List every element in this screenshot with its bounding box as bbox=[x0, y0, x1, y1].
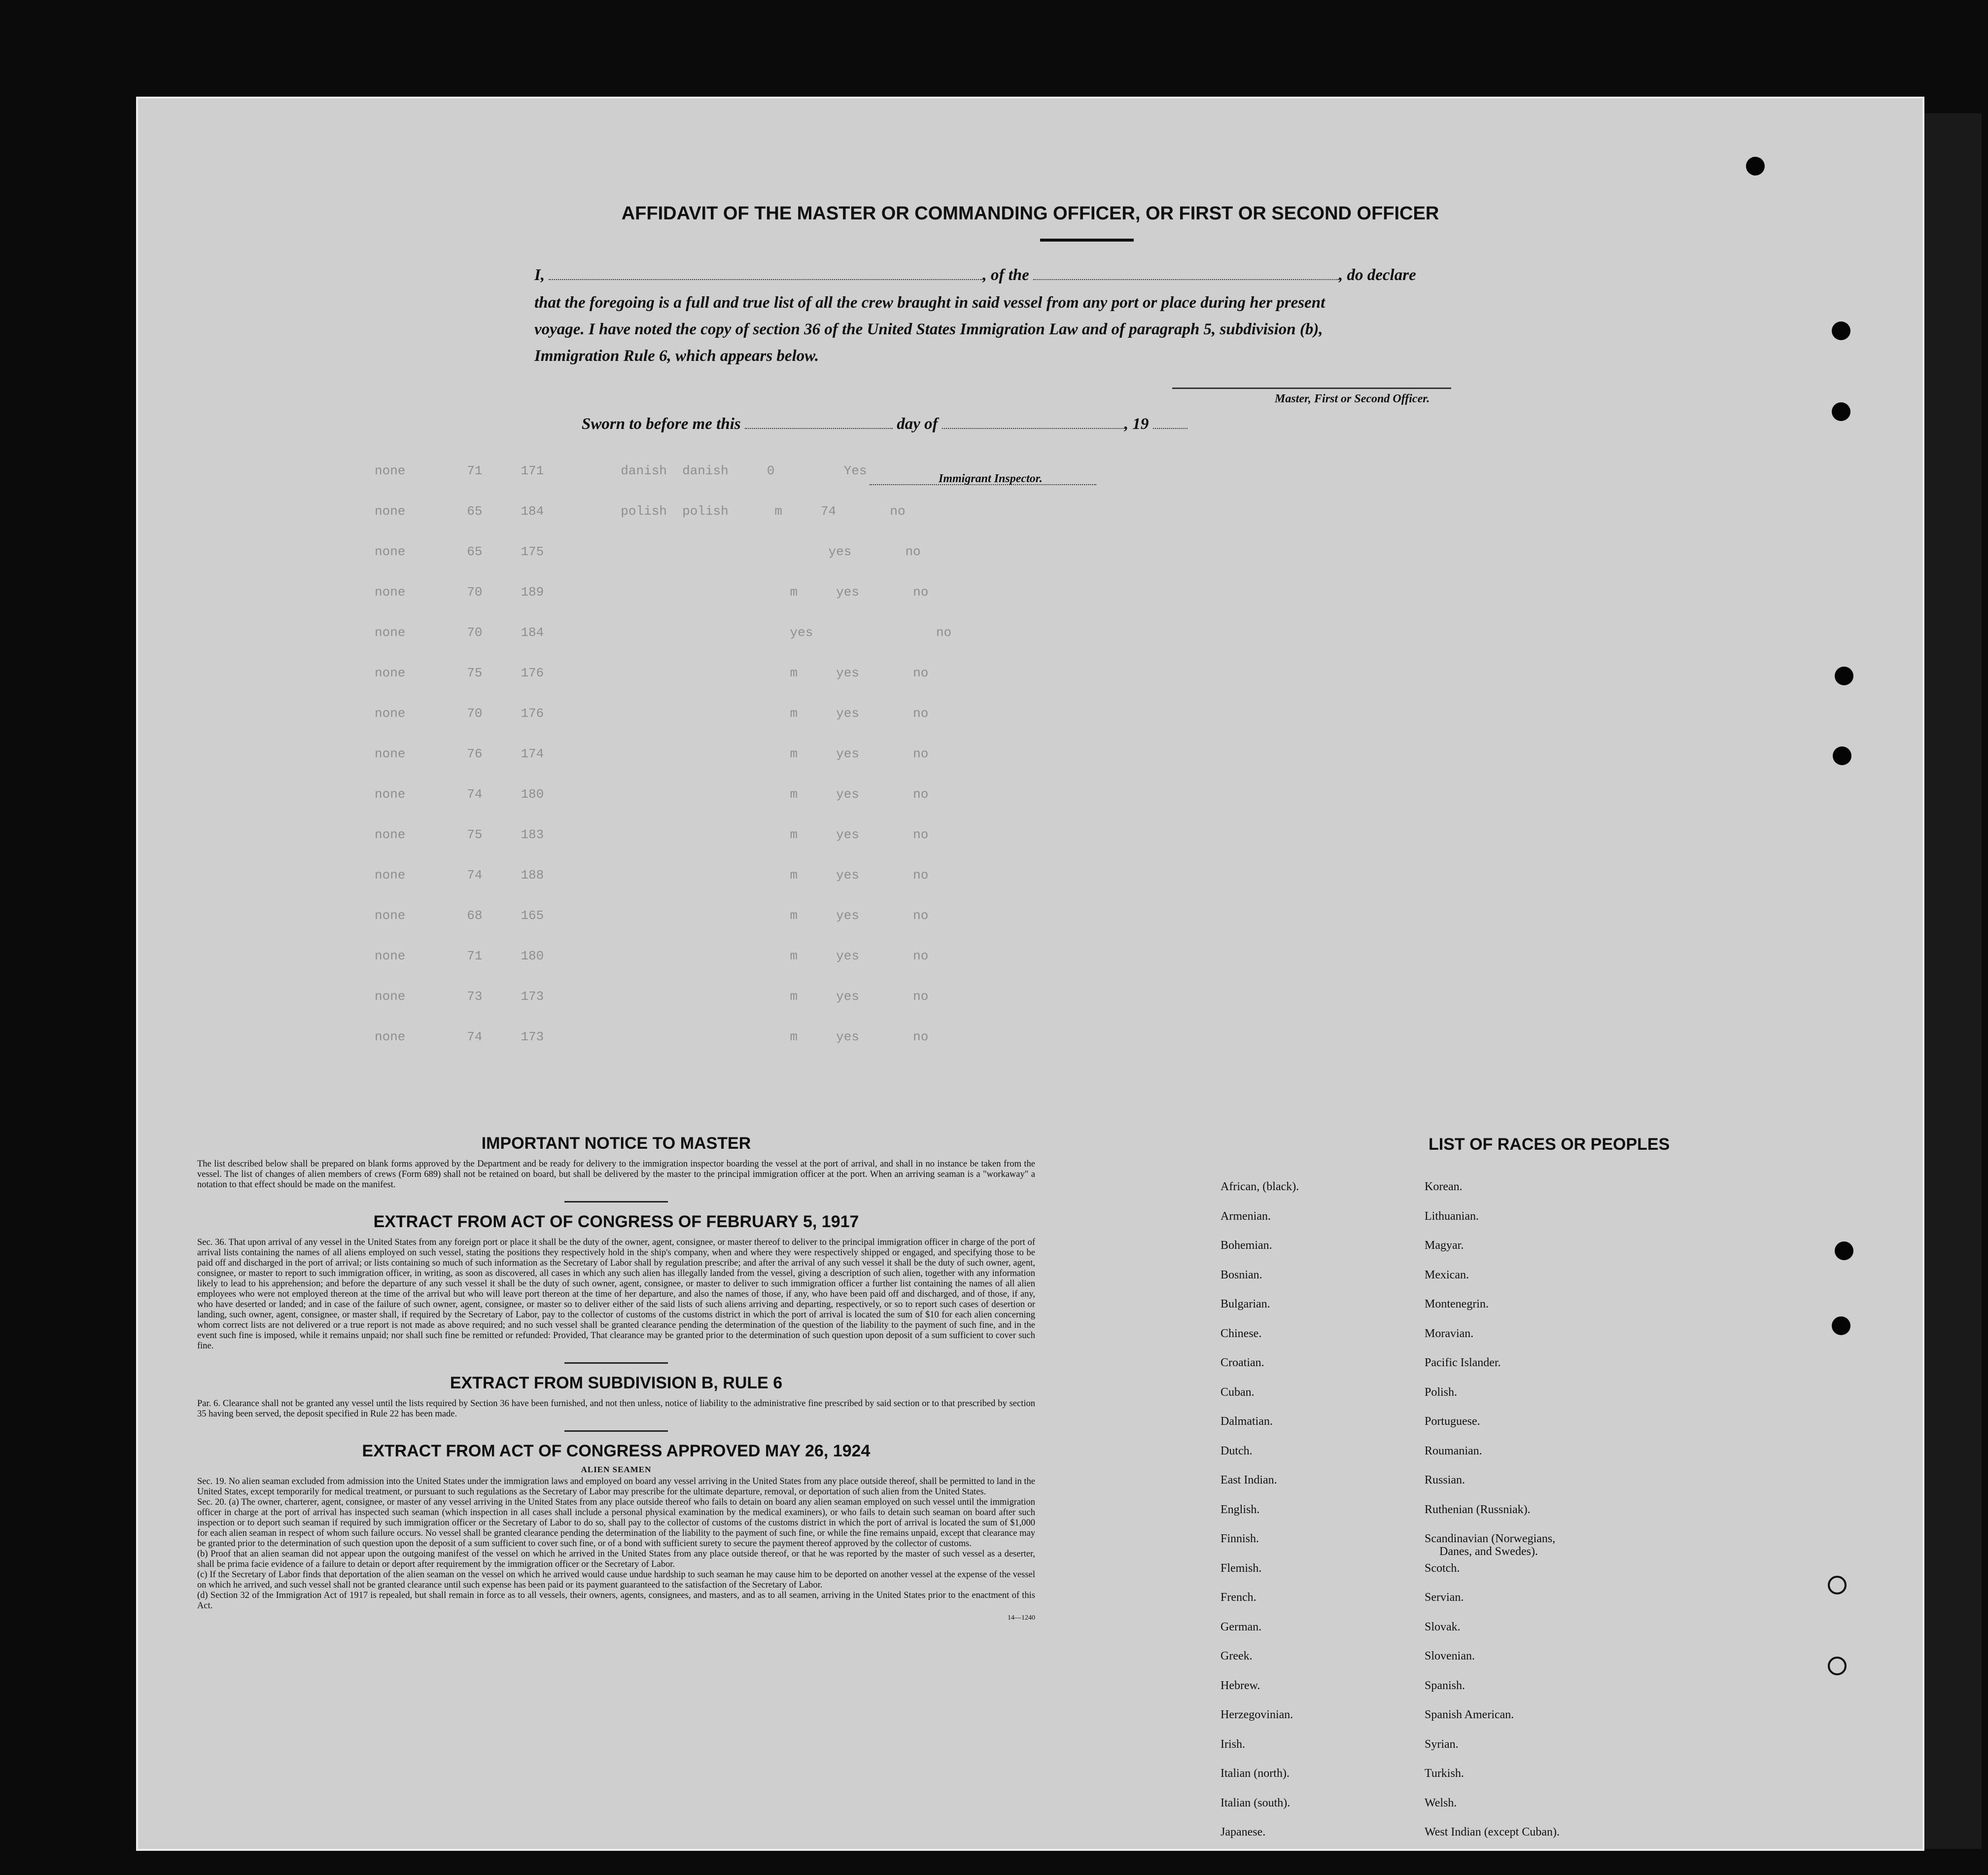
bleed-through-row: none 70 176 m yes no bbox=[375, 706, 929, 721]
sworn-day-of: day of bbox=[897, 415, 938, 433]
section-divider bbox=[564, 1362, 668, 1364]
race-item: Lithuanian. bbox=[1425, 1209, 1479, 1223]
vessel-blank[interactable] bbox=[1033, 266, 1339, 280]
race-item: Scotch. bbox=[1425, 1561, 1460, 1575]
affidavit-text-line: that the foregoing is a full and true list of all the crew braught in said vessel from any port or place during her present bbox=[534, 294, 1325, 312]
race-item: Dutch. bbox=[1221, 1444, 1253, 1457]
extract-1924-heading: EXTRACT FROM ACT OF CONGRESS APPROVED MAY 26, 1924 bbox=[362, 1442, 871, 1460]
sworn-month-blank[interactable] bbox=[942, 415, 1124, 429]
punch-hole bbox=[1833, 746, 1851, 765]
punch-hole bbox=[1832, 402, 1850, 421]
declaration-of: , of the bbox=[982, 266, 1029, 284]
bleed-through-row: none 70 184 yes no bbox=[375, 625, 952, 640]
race-item: Ruthenian (Russniak). bbox=[1425, 1503, 1531, 1516]
page-edge-shadow bbox=[1922, 113, 1982, 1849]
race-item: Italian (north). bbox=[1221, 1767, 1290, 1780]
bleed-through-row: none 65 175 yes no bbox=[375, 544, 921, 559]
extract-1924-sec20d: (d) Section 32 of the Immigration Act of 1917 is repealed, but shall remain in force as to all vessels, their owners, agents, consignees, and masters, and as to all seamen, arriving in the United States prior to the enactment of this Act. bbox=[197, 1591, 1035, 1611]
sworn-text: Sworn to before me this bbox=[582, 415, 741, 433]
race-item: East Indian. bbox=[1221, 1474, 1277, 1486]
race-item: Portuguese. bbox=[1425, 1415, 1480, 1428]
bleed-through-row: none 71 180 m yes no bbox=[375, 949, 929, 963]
notice-heading: IMPORTANT NOTICE TO MASTER bbox=[481, 1134, 751, 1153]
bleed-through-row: none 65 184 polish polish m 74 no bbox=[375, 504, 906, 519]
race-item: English. bbox=[1221, 1503, 1260, 1516]
race-item: French. bbox=[1221, 1591, 1256, 1604]
extract-1924-sec20c: (c) If the Secretary of Labor finds that deportation of the alien seaman on the vessel on which he arrived would cause undue hardship to such seaman he may cause him to be deported on another vessel at the expense of the vessel on which he arrived, and such vessel shall not be granted clearance until such expense has been paid or its payment guaranteed to the satisfaction of the Secretary of Labor. bbox=[197, 1570, 1035, 1590]
race-item: Turkish. bbox=[1425, 1767, 1464, 1780]
race-item: Croatian. bbox=[1221, 1356, 1264, 1369]
alien-seamen-subheading: ALIEN SEAMEN bbox=[581, 1465, 652, 1474]
punch-hole bbox=[1835, 1241, 1853, 1260]
race-item: Korean. bbox=[1425, 1180, 1463, 1193]
notice-body: The list described below shall be prepared on blank forms approved by the Department and be ready for delivery to the immigration inspector boarding the vessel at the port of arrival, and shall in no instance be taken from the vessel. The list of changes of alien members of crews (Form 689) shall not be retained on board, but shall be delivered by the master to the principal immigration officer at the port. When an arriving seaman is a "workaway" a notation to that effect should be made on the manifest. bbox=[197, 1159, 1035, 1190]
race-item: Mexican. bbox=[1425, 1268, 1469, 1281]
punch-hole bbox=[1832, 321, 1850, 340]
race-item: African, (black). bbox=[1221, 1180, 1299, 1193]
extract-1924-sec20b: (b) Proof that an alien seaman did not appear upon the outgoing manifest of the vessel on which he arrived in the United States from any place outside thereof, or that he was reported by the master of such vessel as a deserter, shall be prima facie evidence of a failure to detain or deport after requirement by the immigration officer or the Secretary of Labor. bbox=[197, 1549, 1035, 1569]
sworn-year: , 19 bbox=[1124, 415, 1149, 433]
race-item: Herzegovinian. bbox=[1221, 1708, 1293, 1721]
race-item: Spanish. bbox=[1425, 1679, 1465, 1692]
extract-1924-sec19: Sec. 19. No alien seaman excluded from admission into the United States under the immigration laws and employed on board any vessel arriving in the United States from any place outside thereof, shall be permitted to land in the United States, except temporarily for medical treatment, or pursuant to such regulations as the Secretary of Labor may prescribe for the ultimate departure, removal, or deportation of such alien from the United States. bbox=[197, 1477, 1035, 1497]
sworn-day-blank[interactable] bbox=[745, 415, 893, 429]
section-divider bbox=[564, 1430, 668, 1432]
punch-hole bbox=[1828, 1576, 1847, 1594]
bleed-through-row: none 73 173 m yes no bbox=[375, 989, 929, 1004]
bleed-through-row: none 68 165 m yes no bbox=[375, 908, 929, 923]
punch-hole bbox=[1832, 1316, 1850, 1335]
race-item: Magyar. bbox=[1425, 1239, 1464, 1252]
race-item: Greek. bbox=[1221, 1650, 1253, 1663]
race-item: Moravian. bbox=[1425, 1327, 1474, 1340]
race-item: Bohemian. bbox=[1221, 1239, 1272, 1252]
affidavit-text-line: voyage. I have noted the copy of section 36 of the United States Immigration Law and of paragraph 5, subdivision (b), bbox=[534, 320, 1323, 338]
affidavit-title: AFFIDAVIT OF THE MASTER OR COMMANDING OFFICER, OR FIRST OR SECOND OFFICER bbox=[621, 203, 1439, 224]
race-item: Bosnian. bbox=[1221, 1268, 1262, 1281]
race-item: Welsh. bbox=[1425, 1796, 1457, 1809]
race-item: West Indian (except Cuban). bbox=[1425, 1826, 1560, 1839]
punch-hole bbox=[1835, 667, 1853, 685]
race-item: Chinese. bbox=[1221, 1327, 1262, 1340]
affidavit-text-line: Immigration Rule 6, which appears below. bbox=[534, 347, 819, 365]
race-item: Servian. bbox=[1425, 1591, 1464, 1604]
punch-hole bbox=[1746, 157, 1765, 176]
race-item: Irish. bbox=[1221, 1737, 1245, 1751]
bleed-through-row: none 71 171 danish danish 0 Yes bbox=[375, 463, 867, 478]
race-item: Russian. bbox=[1425, 1474, 1465, 1486]
race-item: Pacific Islander. bbox=[1425, 1356, 1501, 1369]
declaration-line bbox=[534, 266, 1416, 284]
race-item: Dalmatian. bbox=[1221, 1415, 1273, 1428]
races-heading: LIST OF RACES OR PEOPLES bbox=[1429, 1135, 1670, 1154]
declaration-i: I, bbox=[534, 266, 545, 284]
bleed-through-row: none 75 176 m yes no bbox=[375, 666, 929, 680]
race-item: Slovak. bbox=[1425, 1620, 1461, 1633]
title-rule bbox=[1040, 239, 1134, 242]
race-item: Flemish. bbox=[1221, 1561, 1262, 1575]
race-item: Japanese. bbox=[1221, 1826, 1266, 1839]
bleed-through-row: none 76 174 m yes no bbox=[375, 746, 929, 761]
race-item: Italian (south). bbox=[1221, 1796, 1290, 1809]
race-item: Finnish. bbox=[1221, 1532, 1259, 1545]
inspector-signature-label: Immigrant Inspector. bbox=[939, 472, 1043, 485]
race-item: Spanish American. bbox=[1425, 1708, 1514, 1721]
master-signature-line[interactable] bbox=[1172, 388, 1451, 389]
notices-column bbox=[197, 1134, 1035, 1622]
punch-hole bbox=[1828, 1657, 1847, 1675]
crew-manifest-page bbox=[136, 97, 1924, 1851]
name-blank[interactable] bbox=[549, 266, 982, 280]
race-item: Cuban. bbox=[1221, 1385, 1255, 1399]
bleed-through-row: none 70 189 m yes no bbox=[375, 585, 929, 600]
form-number: 14—1240 bbox=[1008, 1614, 1035, 1622]
race-item: Scandinavian (Norwegians, bbox=[1425, 1532, 1556, 1545]
bleed-through-row: none 74 173 m yes no bbox=[375, 1029, 929, 1044]
race-item: Montenegrin. bbox=[1425, 1298, 1489, 1310]
race-item-continued: Danes, and Swedes). bbox=[1439, 1545, 1538, 1558]
bleed-through-row: none 74 188 m yes no bbox=[375, 868, 929, 883]
declaration-declare: , do declare bbox=[1339, 266, 1416, 284]
rule6-body: Par. 6. Clearance shall not be granted any vessel until the lists required by Section 36 have been furnished, and not then unless, notice of liability to the administrative fine prescribed by said section or to that prescribed by section 35 having been served, the deposit specified in Rule 22 has been made. bbox=[197, 1399, 1035, 1419]
sworn-line bbox=[582, 415, 1187, 433]
extract-1917-heading: EXTRACT FROM ACT OF CONGRESS OF FEBRUARY 5, 1917 bbox=[373, 1212, 859, 1231]
extract-1917-body: Sec. 36. That upon arrival of any vessel in the United States from any foreign port or place it shall be the duty of the owner, agent, consignee, or master thereof to deliver to the principal immigration officer in charge of the port of arrival lists containing the names of all aliens employed on such vessel, stating the positions they respectively hold in the ship's company, when and where they were respectively shipped or engaged, and specifying those to be paid off and discharged in the port of arrival; or lists containing so much of such information as the Secretary of Labor shall by regulation prescribe; and after the arrival of any such vessel it shall be the duty of such owner, agent, consignee, or master to report to such immigration officer, in writing, as soon as discovered, all cases in which any such alien has illegally landed from the vessel, giving a description of such alien, together with any information likely to lead to his apprehension; and before the departure of any such vessel it shall be the duty of such owner, agent, consignee, or master to deliver to such immigration officer a further list containing the names of all alien employees who were not employed thereon at the time of the arrival but who will leave port thereon at the time of her departure, and also the names of those, if any, who have been paid off and discharged, and of those, if any, who have deserted or landed; and in case of the failure of such owner, agent, consignee, or master so to deliver either of the said lists of such aliens arriving and departing, respectively, or so to report such cases of desertion or landing, such owner, agent, consignee, or master shall, if required by the Secretary of Labor, pay to the collector of customs of the customs district in which the port of arrival is located the sum of $10 for each alien concerning whom correct lists are not delivered or a true report is not made as above required; and no such vessel shall be granted clearance pending the determination of the question of the liability to the payment of such fine, and in the event such fine is imposed, while it remains unpaid; nor shall such fine be remitted or refunded: Provided, That clearance may be granted prior to the determination of such question upon deposit of a sum sufficient to cover such fine. bbox=[197, 1238, 1035, 1351]
race-item: German. bbox=[1221, 1620, 1262, 1633]
sworn-year-blank[interactable] bbox=[1153, 415, 1187, 429]
master-signature-label: Master, First or Second Officer. bbox=[1275, 392, 1430, 405]
race-item: Roumanian. bbox=[1425, 1444, 1482, 1457]
section-divider bbox=[564, 1201, 668, 1203]
race-item: Armenian. bbox=[1221, 1209, 1271, 1223]
bleed-through-row: none 74 180 m yes no bbox=[375, 787, 929, 802]
bleed-through-row: none 75 183 m yes no bbox=[375, 827, 929, 842]
race-item: Bulgarian. bbox=[1221, 1298, 1270, 1310]
race-item: Syrian. bbox=[1425, 1737, 1459, 1751]
race-item: Polish. bbox=[1425, 1385, 1458, 1399]
extract-1924-sec20a: Sec. 20. (a) The owner, charterer, agent, consignee, or master of any vessel arriving in the United States from any place outside thereof who fails to detain on board any alien seaman employed on such vessel until the immigration officer in charge at the port of arrival has inspected such seaman (which inspection in all cases shall include a personal physical examination by the medical examiners), or who fails to detain such seaman on board after such inspection or to deport such seaman if required by such immigration officer or the Secretary of Labor to do so, shall pay to the collector of customs of the customs district in which the port of arrival is located the sum of $1,000 for each alien seaman in respect of whom such failure occurs. No vessel shall be granted clearance pending the determination of the liability to the payment of such fine, or while the fine remains unpaid, except that clearance may be granted prior to the determination of such question upon the deposit of a sum sufficient to cover such fine, or of a bond with sufficient surety to secure the payment thereof approved by the collector of customs. bbox=[197, 1497, 1035, 1549]
race-item: Hebrew. bbox=[1221, 1679, 1260, 1692]
race-item: Slovenian. bbox=[1425, 1650, 1475, 1663]
rule6-heading: EXTRACT FROM SUBDIVISION B, RULE 6 bbox=[450, 1374, 783, 1392]
